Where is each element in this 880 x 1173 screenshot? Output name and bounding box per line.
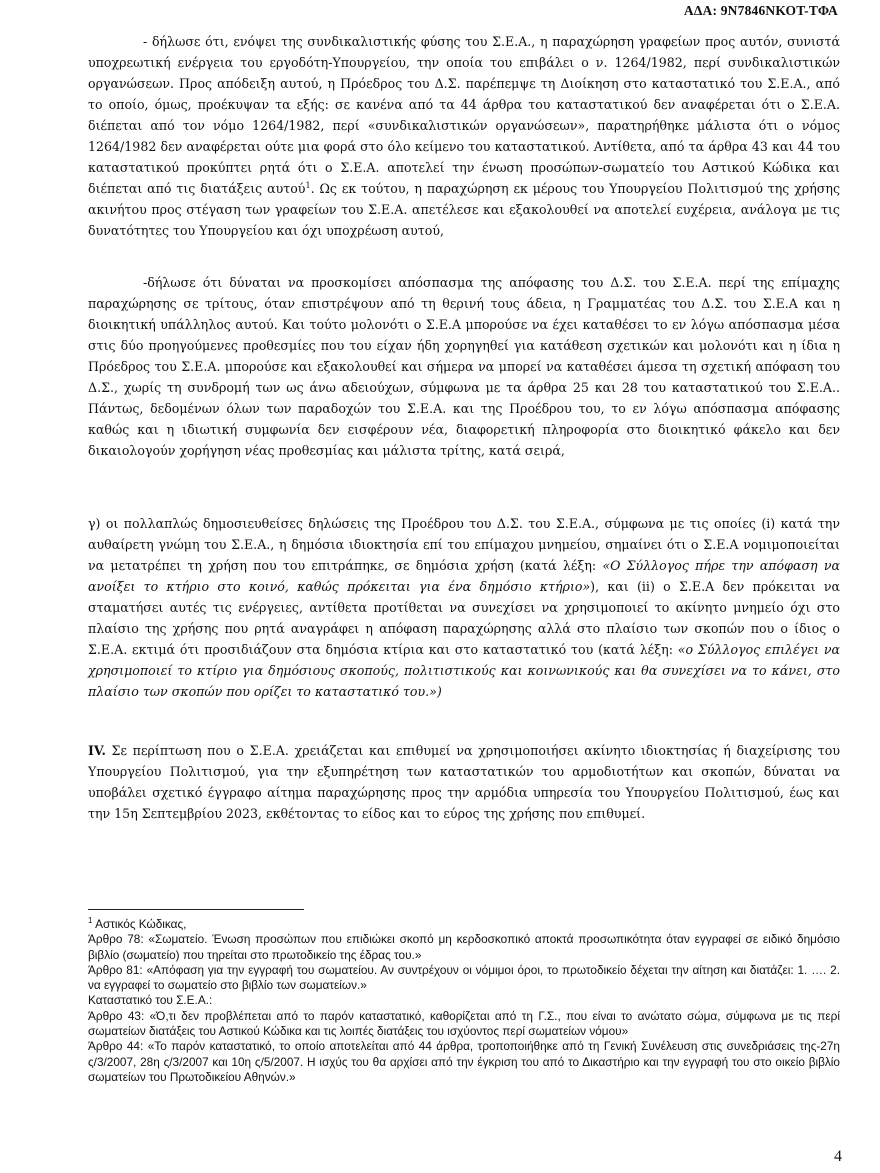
paragraph-text-continued: ), και (ii) ο Σ.Ε.Α δεν πρόκειται να σταματήσει αυτές τις ενέργειες, αντίθετα προτίθεται να συνεχίσει να χρησιμοποιεί το ακίνητο μνημείο όχι στο πλαίσιο της χρήσης που ρητά αναγράφει η απόφαση παραχώρησης αλλά στο πλαίσιο των σκοπών που ο ίδιος ο Σ.Ε.Α. εκτιμά ότι προσιδιάζουν στα δημόσια κτίρια και στο καταστατικό του (κατά λέξη: — [88, 579, 840, 657]
footnote-statute-heading: Καταστατικό του Σ.Ε.Α.: — [88, 993, 213, 1008]
section-iv — [88, 740, 840, 824]
paragraph-text: - δήλωσε ότι, ενόψει της συνδικαλιστικής φύσης του Σ.Ε.Α., η παραχώρηση γραφείων προς αυτόν, συνιστά υποχρεωτική ενέργεια του εργοδότη-Υπουργείου, την οποία του επιβάλει ο ν. 1264/1982, περί συνδικαλιστικών οργανώσεων. Προς απόδειξη αυτού, η Πρόεδρος του Δ.Σ. παρέπεμψε τη Διοίκηση στο καταστατικό του Σ.Ε.Α., από το οποίο, όμως, προέκυψαν τα εξής: σε κανένα από τα 44 άρθρα του καταστατικού δεν αναφέρεται ότι ο Σ.Ε.Α. διέπεται από τον νόμο 1264/1982, περί «συνδικαλιστικών οργανώσεων», παρατηρήθηκε μάλιστα ότι ο νόμος 1264/1982 δεν αναφέρεται ούτε μια φορά στο όλο κείμενο του καταστατικού. Αντίθετα, από τα άρθρα 43 και 44 του καταστατικού προκύπτει ρητά ότι ο Σ.Ε.Α. αποτελεί την ένωση προσώπων-σωματείο του Αστικού Κώδικα και διέπεται από τις διατάξεις αυτού — [88, 34, 840, 196]
paragraph-text: -δήλωσε ότι δύναται να προσκομίσει απόσπασμα της απόφασης του Δ.Σ. του Σ.Ε.Α. περί της επίμαχης παραχώρησης σε τρίτους, όταν επιστρέψουν από τη θερινή τους άδεια, η Γραμματέας του Δ.Σ. του Σ.Ε.Α και η διοικητική υπάλληλος αυτού. Και τούτο μολονότι ο Σ.Ε.Α μπορούσε να έχει καταθέσει το εν λόγω απόσπασμα μέσα στις δύο προηγούμενες προθεσμίες που του είχαν ήδη χορηγηθεί για κατάθεση σχετικών και μολονότι και η ίδια η Πρόεδρος του Σ.Ε.Α. μπορούσε και εξακολουθεί και σήμερα να μπορεί να καταθέσει άμεσα τη σχετική απόφαση του Δ.Σ., χωρίς τη συνδρομή των ως άνω αδειούχων, σύμφωνα με τα άρθρα 25 και 28 του καταστατικού του Σ.Ε.Α.. Πάντως, δεδομένων όλων των παραδοχών του Σ.Ε.Α. και της Προέδρου του, το εν λόγω απόσπασμα απόφασης καθώς και η ιδιωτική συμφωνία δεν εισφέρουν νέα, διαφορετική πληροφορία στο διοικητικό φάκελο και δεν δικαιολογούν χορήγηση νέας προθεσμίας και μάλιστα τρίτης, κατά σειρά, — [88, 275, 840, 458]
page-number: 4 — [834, 1148, 842, 1165]
ada-code: ΑΔΑ: 9Ν7846ΝΚΟΤ-ΤΦΑ — [683, 3, 838, 18]
footnote-article-81: Άρθρο 81: «Απόφαση για την εγγραφή του σωματείου. Αν συντρέχουν οι νόμιμοι όροι, το πρωτοδικείο δέχεται την αίτηση και διατάζει: 1. …. 2. να εγγραφεί το σωματείο στο βιβλίο των σωματείων.» — [88, 962, 840, 993]
footnote-article-43: Άρθρο 43: «Ό,τι δεν προβλέπεται από το παρόν καταστατικό, καθορίζεται από τη Γ.Σ., που είναι το ανώτατο σώμα, σύμφωνα με τις περί σωματείων διατάξεις του Αστικού Κώδικα και τις λοιπές διατάξεις του ισχύοντος περί σωματείων νόμου» — [88, 1008, 840, 1039]
footnote-article-44: Άρθρο 44: «Το παρόν καταστατικό, το οποίο αποτελείται από 44 άρθρα, τροποποιήθηκε από τη Γενική Συνέλευση στις συνεδριάσεις της-27η ς/3/2007, 28η ς/3/2007 και 10η ς/5/2007. Η ισχύς του θα αρχίσει από την έγκριση του από το Δικαστήριο και την εγγραφή του στο οικείο βιβλίο σωματείων του Πρωτοδικείου Αθηνών.» — [88, 1039, 840, 1084]
footnote-number: 1 — [88, 916, 93, 926]
quote-public-purposes: «ο Σύλλογος επιλέγει να χρησιμοποιεί το κτίριο για δημόσιους σκοπούς, πολιτιστικούς και κοινωνικούς και θα συνεχίσει να το κάνει, στο πλαίσιο των σκοπών που ορίζει το καταστατικό του.») — [88, 642, 840, 699]
footnote-ref[interactable]: 1 — [305, 180, 311, 190]
paragraph-text: γ) οι πολλαπλώς δημοσιευθείσες δηλώσεις της Προέδρου του Δ.Σ. του Σ.Ε.Α., σύμφωνα με τις οποίες (i) κατά την αυθαίρετη γνώμη του Σ.Ε.Α., η δημόσια ιδιοκτησία επί του επίμαχου μνημείου, σημαίνει ότι ο Σ.Ε.Α νομιμοποιείται να μετατρέπει τη χρήση που του επιτράπηκε, σε δημόσια χρήση (κατά λέξη: — [88, 516, 840, 573]
paragraph-text-continued: . Ως εκ τούτου, η παραχώρηση εκ μέρους του Υπουργείου Πολιτισμού της χρήσης ακινήτου προς στέγαση των γραφείων του Σ.Ε.Α. απετέλεσε και εξακολουθεί να αποτελεί ευχέρεια, ανάλογα με τις δυνατότητες του Υπουργείου και όχι υποχρέωση αυτού, — [88, 181, 840, 238]
footnote-article-78: Άρθρο 78: «Σωματείο. Ένωση προσώπων που επιδιώκει σκοπό μη κερδοσκοπικό αποκτά προσωπικότητα όταν εγγραφεί σε ειδικό δημόσιο βιβλίο (σωματείο) που τηρείται στο πρωτοδικείο της έδρας του.» — [88, 932, 840, 962]
paragraph-declaration-excerpt — [88, 272, 840, 461]
footnote-divider — [88, 909, 304, 910]
section-iv-text: Σε περίπτωση που ο Σ.Ε.Α. χρειάζεται και επιθυμεί να χρησιμοποιήσει ακίνητο ιδιοκτησίας ή διαχείρισης του Υπουργείου Πολιτισμού, για την εξυπηρέτηση των καταστατικών του αρμοδιοτήτων και σκοπών, δύναται να υποβάλει σχετικό έγγραφο αίτημα παραχώρησης προς την αρμόδια υπηρεσία του Υπουργείου Πολιτισμού, έως και την 15η Σεπτεμβρίου 2023, εκθέτοντας το είδος και το εύρος της χρήσης που επιθυμεί. — [88, 743, 840, 821]
footnotes — [88, 917, 840, 1085]
footnote-civil-code: Αστικός Κώδικας, — [92, 917, 187, 931]
quote-open-building: «Ο Σύλλογος πήρε την απόφαση να ανοίξει το κτήριο στο κοινό, καθώς πρόκειται για ένα δημόσιο κτήριο» — [88, 558, 840, 594]
section-iv-label: IV. — [88, 743, 106, 758]
paragraph-statements — [88, 513, 840, 702]
paragraph-declaration-union — [88, 31, 840, 241]
